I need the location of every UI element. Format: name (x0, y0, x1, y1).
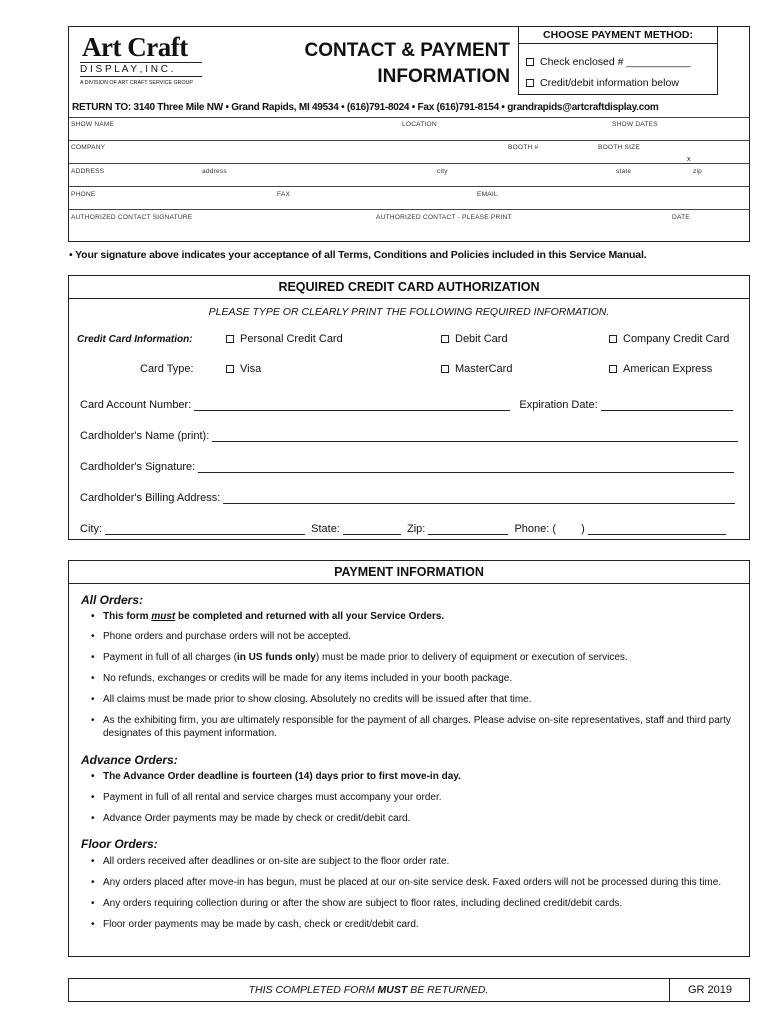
list-item: • Payment in full of all charges (in US funds only) must be made prior to delivery of equipment or execution of services. (91, 652, 628, 663)
option-personal-card[interactable] (226, 333, 343, 345)
option-mastercard[interactable] (441, 363, 512, 375)
expiration-field[interactable] (601, 398, 733, 411)
city-state-zip-row (80, 522, 726, 535)
label-zip: zip (693, 168, 703, 175)
footer-code: GR 2019 (687, 984, 733, 996)
payment-info-title: PAYMENT INFORMATION (334, 565, 484, 579)
payment-option-check-label: Check enclosed # ___________ (540, 56, 691, 68)
label-location: LOCATION (402, 121, 437, 128)
contact-row-divider (69, 163, 750, 164)
card-account-row (80, 398, 733, 411)
label-address-sub: address (202, 168, 227, 175)
option-amex[interactable] (609, 363, 712, 375)
cardholder-signature-row (80, 460, 734, 473)
checkbox-debit-card[interactable] (441, 335, 449, 343)
checkbox-amex[interactable] (609, 365, 617, 373)
footer-must: MUST (377, 984, 408, 996)
emphasis-must: must (151, 611, 176, 622)
label-show-name: SHOW NAME (71, 121, 115, 128)
payment-method-title: CHOOSE PAYMENT METHOD: (543, 29, 693, 41)
label-booth-no: BOOTH # (508, 144, 539, 151)
label-email: EMAIL (477, 191, 498, 198)
list-item: • This form must be completed and returned with all your Service Orders. (91, 611, 445, 622)
list-item: • No refunds, exchanges or credits will be made for any items included in your booth package. (91, 673, 513, 684)
credit-card-title-bar (68, 275, 750, 299)
payment-option-check[interactable] (526, 56, 691, 68)
card-account-label: Card Account Number: (80, 399, 192, 411)
list-item: • The Advance Order deadline is fourteen (14) days prior to first move-in day. (91, 771, 461, 782)
phone-label: Phone: ( (514, 523, 557, 535)
list-item: • Floor order payments may be made by cash, check or credit/debit card. (91, 919, 419, 930)
label-fax: FAX (277, 191, 291, 198)
card-type-label: Card Type: (140, 363, 194, 375)
expiration-label: Expiration Date: (519, 399, 598, 411)
list-item: • As the exhibiting firm, you are ultimately responsible for the payment of all charges. Please advise on-site representatives, staff and third party designates of this payment information. (91, 715, 731, 739)
label-city: city (437, 168, 448, 175)
billing-address-label: Cardholder's Billing Address: (80, 492, 221, 504)
cardholder-signature-label: Cardholder's Signature: (80, 461, 196, 473)
phone-close-paren: ) (581, 523, 585, 535)
list-item: • All claims must be made prior to show closing. Absolutely no credits will be issued after that time. (91, 694, 532, 705)
logo (80, 33, 210, 87)
cardholder-signature-field[interactable] (198, 460, 734, 473)
label-address: ADDRESS (71, 168, 105, 175)
billing-address-field[interactable] (223, 491, 735, 504)
payment-option-card-label: Credit/debit information below (540, 77, 679, 89)
option-visa[interactable] (226, 363, 261, 375)
checkbox-credit-debit[interactable] (526, 79, 534, 87)
all-orders-title: All Orders: (81, 593, 144, 607)
logo-tagline: A DIVISION OF ART CRAFT SERVICE GROUP (80, 80, 193, 86)
cardholder-name-label: Cardholder's Name (print): (80, 430, 210, 442)
advance-orders-list (87, 770, 737, 825)
checkbox-mastercard[interactable] (441, 365, 449, 373)
return-to-address: RETURN TO: 3140 Three Mile NW • Grand Rapids, MI 49534 • (616)791-8024 • Fax (616)791-8154 • grandrapids@artcraftdisplay.com (72, 102, 659, 113)
form-title (250, 38, 510, 90)
city-label: City: (80, 523, 102, 535)
option-debit-card-label: Debit Card (455, 333, 508, 345)
zip-field[interactable] (428, 522, 508, 535)
contact-row-divider (69, 140, 750, 141)
label-phone: PHONE (71, 191, 96, 198)
contact-row-divider (69, 186, 750, 187)
label-company: COMPANY (71, 144, 106, 151)
cardholder-name-row (80, 429, 738, 442)
list-item: • Payment in full of all rental and service charges must accompany your order. (91, 792, 442, 803)
payment-info-title-bar (68, 560, 750, 584)
list-item: • Any orders placed after move-in has begun, must be placed at our on-site service desk. Faxed orders will not be processed during this time. (91, 877, 722, 888)
floor-orders-list (87, 855, 737, 931)
list-item: • All orders received after deadlines or on-site are subject to the floor order rate. (91, 856, 450, 867)
checkbox-check-enclosed[interactable] (526, 58, 534, 66)
label-signature: AUTHORIZED CONTACT SIGNATURE (71, 214, 193, 221)
booth-size-x: x (686, 156, 691, 163)
list-item: • Any orders requiring collection during or after the show are subject to floor rates, including declined credit/debit cards. (91, 898, 623, 909)
option-debit-card[interactable] (441, 333, 508, 345)
logo-sub: D I S P L A Y , I N C . (80, 62, 202, 77)
cardholder-name-field[interactable] (212, 429, 738, 442)
option-mastercard-label: MasterCard (455, 363, 513, 375)
credit-card-title: REQUIRED CREDIT CARD AUTHORIZATION (278, 280, 540, 294)
logo-name: Art Craft (82, 32, 188, 62)
floor-orders-title: Floor Orders: (81, 837, 158, 851)
checkbox-personal-card[interactable] (226, 335, 234, 343)
billing-address-row (80, 491, 735, 504)
payment-option-card[interactable] (526, 77, 679, 89)
card-info-label: Credit Card Information: (77, 334, 193, 345)
list-item: • Advance Order payments may be made by check or credit/debit card. (91, 813, 411, 824)
option-visa-label: Visa (240, 363, 262, 375)
form-title-line2: INFORMATION (377, 66, 510, 87)
option-company-card[interactable] (609, 333, 729, 345)
credit-card-instruction: PLEASE TYPE OR CLEARLY PRINT THE FOLLOWING REQUIRED INFORMATION. (208, 306, 610, 318)
option-personal-card-label: Personal Credit Card (240, 333, 343, 345)
phone-field[interactable] (588, 522, 726, 535)
acceptance-note: • Your signature above indicates your acceptance of all Terms, Conditions and Policies included in this Service Manual. (69, 249, 647, 261)
state-label: State: (311, 523, 340, 535)
advance-orders-title: Advance Orders: (81, 753, 178, 767)
card-account-field[interactable] (194, 398, 510, 411)
label-booth-size: BOOTH SIZE (598, 144, 640, 151)
label-state: state (616, 168, 632, 175)
option-company-card-label: Company Credit Card (623, 333, 730, 345)
checkbox-company-card[interactable] (609, 335, 617, 343)
label-date: DATE (672, 214, 690, 221)
state-field[interactable] (343, 522, 401, 535)
payment-method-header (518, 26, 718, 44)
contact-row-divider (69, 117, 750, 118)
all-orders-list (87, 610, 737, 740)
contact-row-divider (69, 209, 750, 210)
city-field[interactable] (105, 522, 305, 535)
label-show-dates: SHOW DATES (612, 121, 658, 128)
option-amex-label: American Express (623, 363, 713, 375)
emphasis-us-funds: in US funds only (236, 652, 316, 663)
checkbox-visa[interactable] (226, 365, 234, 373)
zip-label: Zip: (407, 523, 426, 535)
form-title-line1: CONTACT & PAYMENT (304, 40, 510, 61)
footer-note: THIS COMPLETED FORM MUST BE RETURNED. (248, 984, 489, 996)
list-item: • Phone orders and purchase orders will not be accepted. (91, 631, 351, 642)
label-print-name: AUTHORIZED CONTACT - PLEASE PRINT (376, 214, 512, 221)
